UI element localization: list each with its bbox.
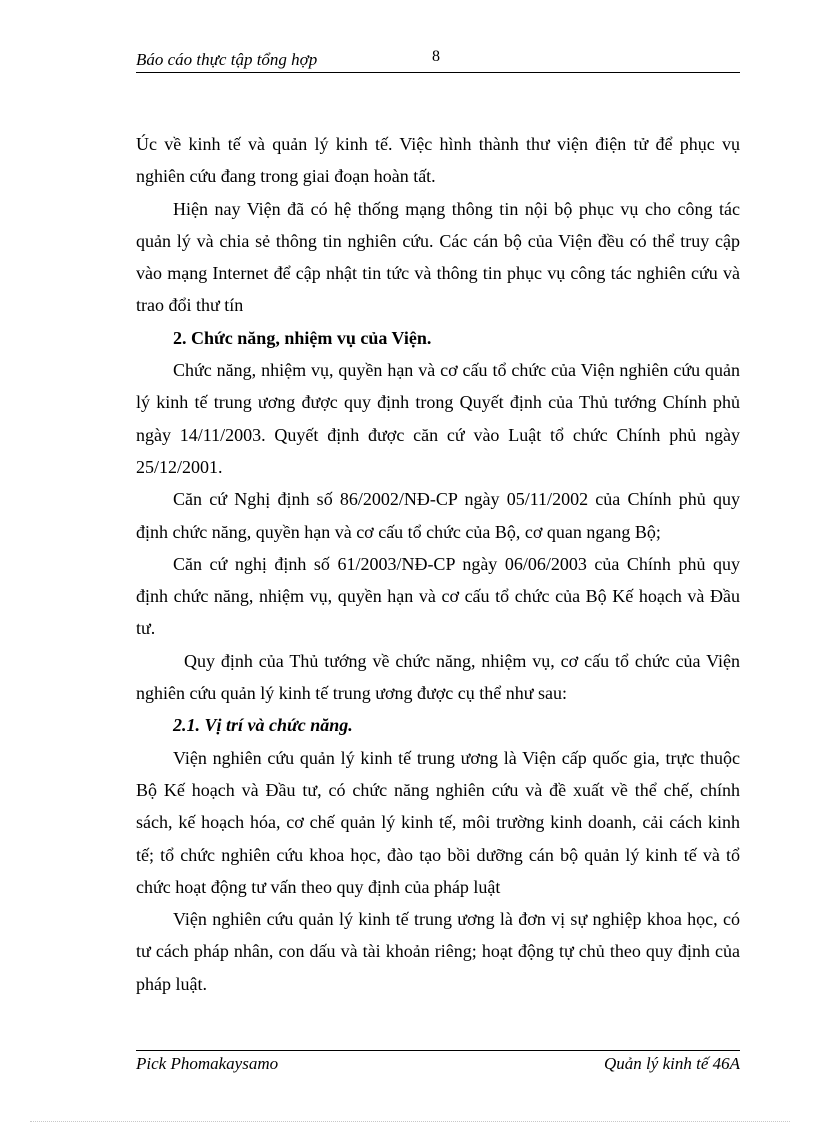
page-edge-divider xyxy=(30,1121,790,1122)
paragraph: Viện nghiên cứu quản lý kinh tế trung ương là Viện cấp quốc gia, trực thuộc Bộ Kế hoạch và Đầu tư, có chức năng nghiên cứu và đề xuất về thể chế, chính sách, kế hoạch hóa, cơ chế quản lý kinh tế, môi trường kinh doanh, cải cách kinh tế; tổ chức nghiên cứu khoa học, đào tạo bồi dưỡng cán bộ quản lý kinh tế và tổ chức hoạt động tư vấn theo quy định của pháp luật xyxy=(136,747,740,897)
paragraph: Úc về kinh tế và quản lý kinh tế. Việc hình thành thư viện điện tử để phục vụ nghiên cứu đang trong giai đoạn hoàn tất. xyxy=(136,134,740,187)
footer-class: Quản lý kinh tế 46A xyxy=(604,1054,740,1073)
footer-author: Pick Phomakaysamo xyxy=(136,1054,279,1073)
paragraph: Hiện nay Viện đã có hệ thống mạng thông tin nội bộ phục vụ cho công tác quản lý và chia sẻ thông tin nghiên cứu. Các cán bộ của Viện đều có thể truy cập vào mạng Internet để cập nhật tin tức và thông tin phục vụ công tác nghiên cứu và trao đổi thư tín xyxy=(136,198,740,316)
subsection-heading: 2.1. Vị trí và chức năng. xyxy=(173,715,353,736)
page-number: 8 xyxy=(432,48,440,65)
paragraph: Căn cứ Nghị định số 86/2002/NĐ-CP ngày 05/11/2002 của Chính phủ quy định chức năng, quyền hạn và cơ cấu tổ chức của Bộ, cơ quan ngang Bộ; xyxy=(136,489,740,542)
section-heading: 2. Chức năng, nhiệm vụ của Viện. xyxy=(173,327,432,348)
paragraph: Viện nghiên cứu quản lý kinh tế trung ương là đơn vị sự nghiệp khoa học, có tư cách pháp nhân, con dấu và tài khoản riêng; hoạt động tự chủ theo quy định của pháp luật. xyxy=(136,909,740,994)
paragraph: Chức năng, nhiệm vụ, quyền hạn và cơ cấu tổ chức của Viện nghiên cứu quản lý kinh tế trung ương được quy định trong Quyết định của Thủ tướng Chính phủ ngày 14/11/2003. Quyết định được căn cứ vào Luật tổ chức Chính phủ ngày 25/12/2001. xyxy=(136,360,740,477)
page-footer xyxy=(136,1050,740,1081)
document-body xyxy=(136,128,740,1000)
page-header xyxy=(136,46,740,73)
paragraph: Căn cứ nghị định số 61/2003/NĐ-CP ngày 06/06/2003 của Chính phủ quy định chức năng, nhiệm vụ, quyền hạn và cơ cấu tổ chức của Bộ Kế hoạch và Đầu tư. xyxy=(136,553,740,639)
header-title: Báo cáo thực tập tổng hợp xyxy=(136,50,318,69)
paragraph: Quy định của Thủ tướng về chức năng, nhiệm vụ, cơ cấu tổ chức của Viện nghiên cứu quản lý kinh tế trung ương được cụ thể như sau: xyxy=(136,650,740,704)
